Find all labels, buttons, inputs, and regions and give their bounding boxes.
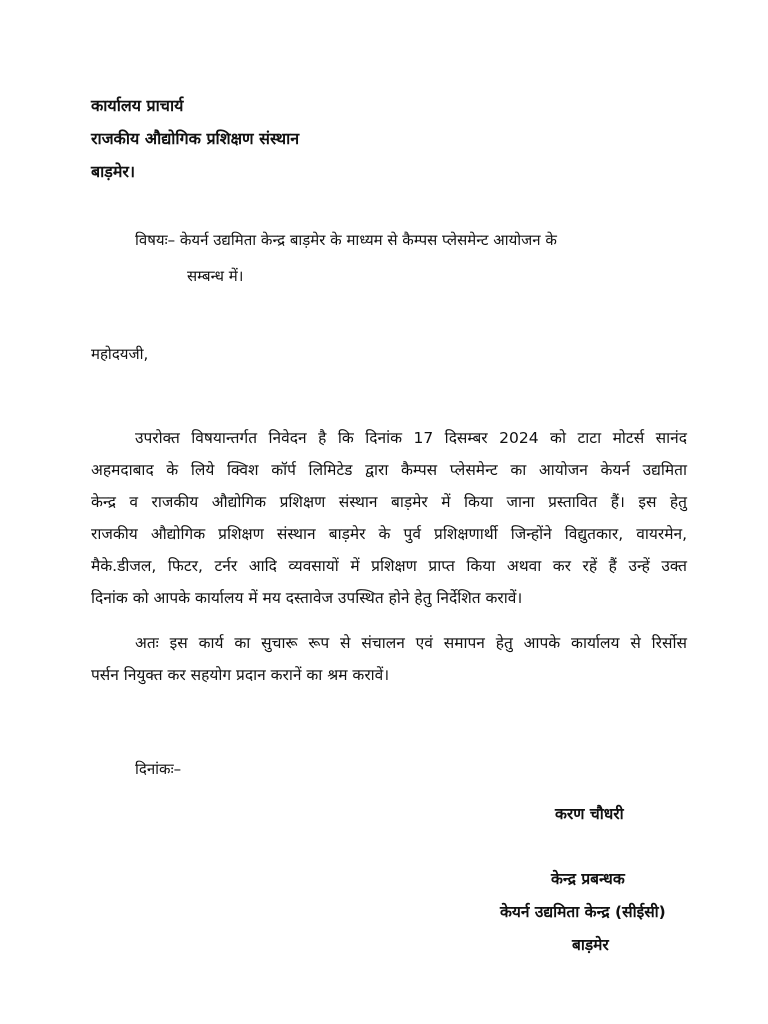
paragraph-line: अतः इस कार्य का सुचारू रूप से संचालन एवं समापन हेतु आपके कार्यालय से रिर्सोस [135, 634, 687, 652]
paragraph-line: राजकीय औद्योगिक प्रशिक्षण संस्थान बाड़मेर के पुर्व प्रशिक्षणार्थी जिन्होंने विद्युतकार, वायरमेन, [91, 525, 687, 543]
signatory-designation: केन्द्र प्रबन्धक [551, 870, 625, 888]
date-label: दिनांकः– [135, 760, 182, 778]
body-paragraph-1 [91, 422, 687, 614]
header-city: बाड़मेर। [91, 162, 136, 181]
paragraph-line: मैके.डीजल, फिटर, टर्नर आदि व्यवसायों में प्रशिक्षण प्राप्त किया अथवा कर रहें हैं उन्हें उक्त [91, 557, 687, 575]
paragraph-line: पर्सन नियुक्त कर सहयोग प्रदान करानें का श्रम करावें। [91, 666, 390, 684]
paragraph-line: दिनांक को आपके कार्यालय में मय दस्तावेज उपस्थित होने हेतु निर्देशित करावें। [91, 589, 523, 607]
body-paragraph-2 [91, 627, 687, 691]
salutation: महोदयजी, [91, 345, 149, 363]
signatory-place: बाड़मेर [572, 936, 609, 954]
paragraph-line: अहमदाबाद के लिये क्विश कॉर्प लिमिटेड द्वारा कैम्पस प्लेसमेन्ट का आयोजन केयर्न उद्यमिता [91, 461, 687, 479]
subject-line-2: सम्बन्ध में। [187, 267, 244, 285]
header-office: कार्यालय प्राचार्य [91, 96, 184, 115]
header-institute: राजकीय औद्योगिक प्रशिक्षण संस्थान [91, 129, 300, 148]
paragraph-line: उपरोक्त विषयान्तर्गत निवेदन है कि दिनांक 17 दिसम्बर 2024 को टाटा मोटर्स सानंद [135, 429, 687, 447]
paragraph-line: केन्द्र व राजकीय औद्योगिक प्रशिक्षण संस्थान बाड़मेर में किया जाना प्रस्तावित हैं। इस हेतु [91, 493, 687, 511]
signatory-name: करण चौधरी [555, 805, 624, 823]
signatory-organization: केयर्न उद्यमिता केन्द्र (सीईसी) [500, 903, 666, 921]
subject-line-1: विषयः– केयर्न उद्यमिता केन्द्र बाड़मेर के माध्यम से कैम्पस प्लेसमेन्ट आयोजन के [135, 231, 557, 249]
